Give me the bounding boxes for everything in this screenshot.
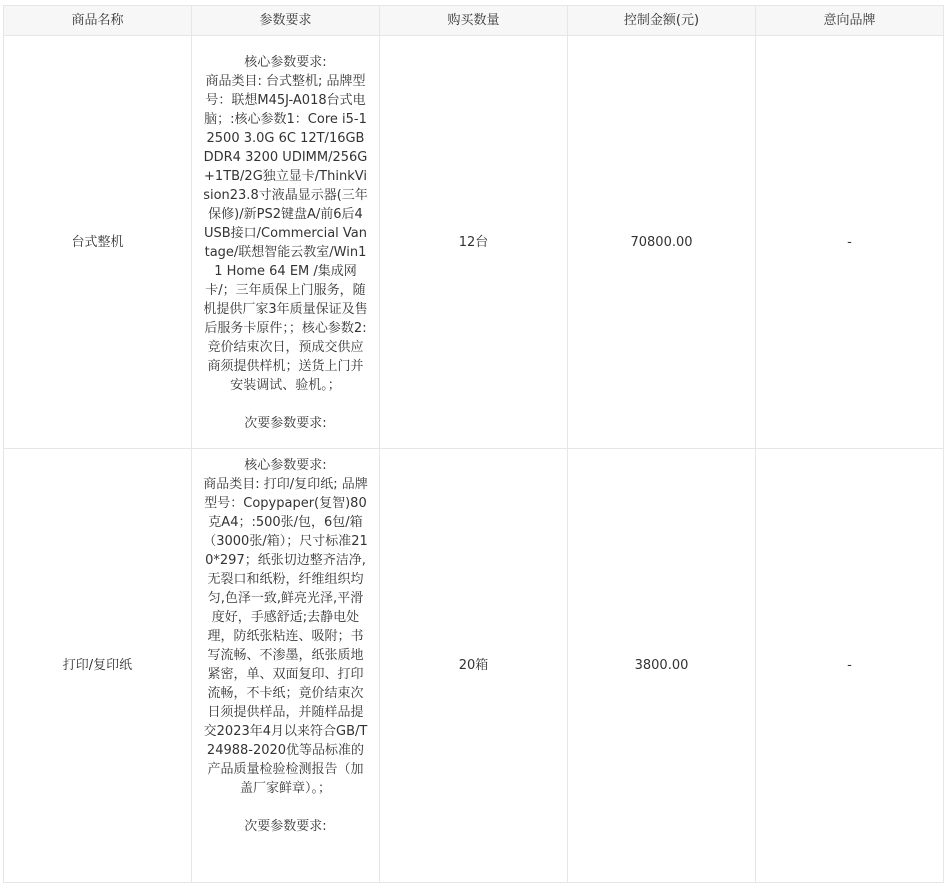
header-intended-brand: 意向品牌	[756, 6, 944, 36]
header-product-name: 商品名称	[4, 6, 192, 36]
header-quantity: 购买数量	[380, 6, 568, 36]
product-name-cell: 台式整机	[4, 36, 192, 449]
core-params-heading: 核心参数要求:	[244, 458, 327, 473]
quantity-cell: 12台	[380, 36, 568, 449]
spacer	[202, 395, 369, 414]
spacer	[202, 798, 369, 817]
table-row	[4, 449, 944, 883]
table-header-row	[4, 6, 944, 36]
brand-cell: -	[756, 449, 944, 883]
product-name-cell: 打印/复印纸	[4, 449, 192, 883]
core-params-text: 商品类目: 打印/复印纸; 品牌型号：Copypaper(复智)80克A4；:500张/包，6包/箱（3000张/箱）；尺寸标准210*297；纸张切边整齐洁净,无裂口和纸粉，纤维组织均匀,色泽一致,鲜亮光泽,平滑度好，手感舒适;去静电处理，防纸张粘连、吸附；书写流畅、不渗墨，纸张质地紧密，单、双面复印、打印流畅，不卡纸；竟价结束次日须提供样品，并随样品提交2023年4月以来符合GB/T24988-2020优等品标准的产品质量检验检测报告（加盖厂家鲜章）。；	[203, 477, 368, 796]
product-table	[3, 5, 944, 883]
core-params-heading: 核心参数要求:	[244, 54, 327, 70]
table-row	[4, 36, 944, 449]
quantity-cell: 20箱	[380, 449, 568, 883]
header-parameters: 参数要求	[192, 6, 380, 36]
parameters-cell	[192, 449, 380, 883]
parameters-cell	[192, 36, 380, 449]
brand-cell: -	[756, 36, 944, 449]
secondary-params-heading: 次要参数要求:	[244, 415, 327, 431]
core-params-text: 商品类目: 台式整机; 品牌型号：联想M45J-A018台式电脑；:核心参数1：Core i5-12500 3.0G 6C 12T/16GB DDR4 3200 UDIMM/256G+1TB/2G独立显卡/ThinkVision23.8寸液晶显示器(三年保修)/新PS2键盘A/前6后4 USB接口/Commercial Vantage/联想智能云教室/Win11 Home 64 EM /集成网卡/；三年质保上门服务，随机提供厂家3年质量保证及售后服务卡原件；；核心参数2:竞价结束次日，预成交供应商须提供样机；送货上门并安装调试、验机。；	[203, 73, 368, 393]
header-control-amount: 控制金额(元)	[568, 6, 756, 36]
secondary-params-heading: 次要参数要求:	[244, 819, 327, 834]
amount-cell: 70800.00	[568, 36, 756, 449]
product-table-container	[3, 5, 944, 883]
amount-cell: 3800.00	[568, 449, 756, 883]
